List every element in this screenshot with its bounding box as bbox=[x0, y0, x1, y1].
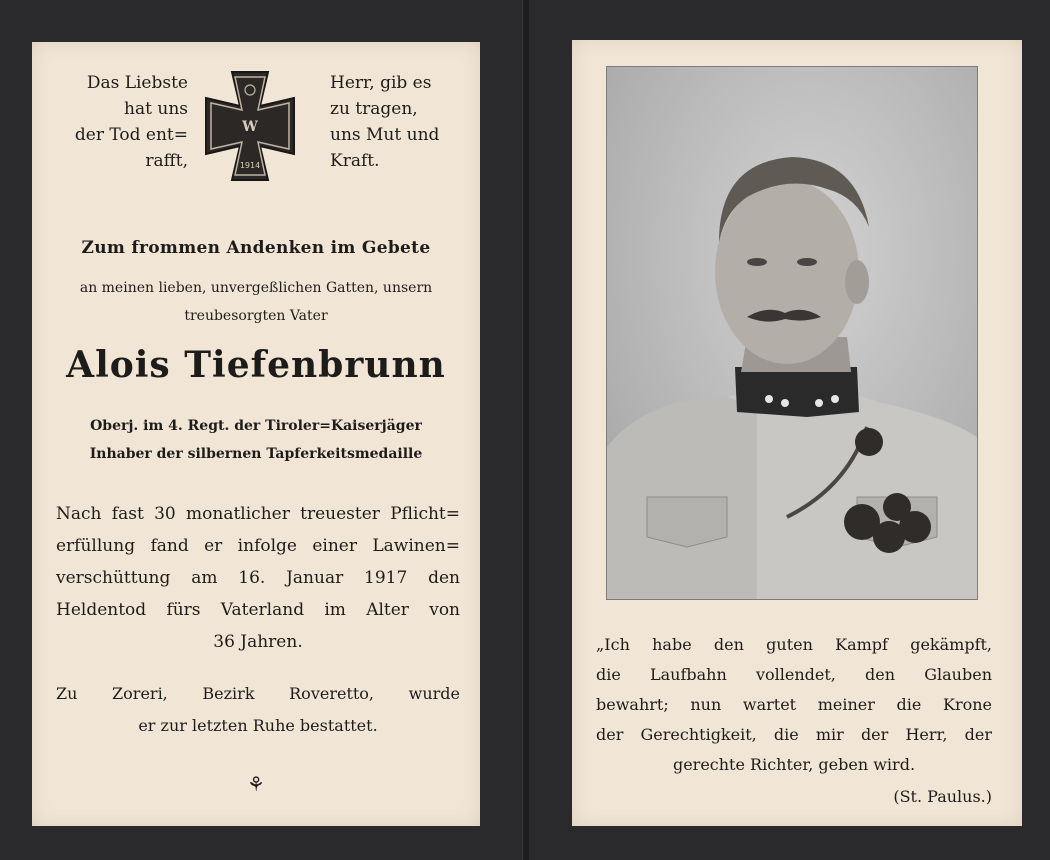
svg-text:W: W bbox=[242, 119, 258, 135]
memorial-heading: Zum frommen Andenken im Gebete bbox=[81, 238, 431, 258]
obituary-line: 36 Jahren. bbox=[213, 632, 303, 652]
dedication-line: an meinen lieben, unvergeßlichen Gatten, unsern bbox=[79, 280, 433, 296]
portrait-card bbox=[572, 40, 1022, 826]
svg-text:1914: 1914 bbox=[239, 161, 261, 170]
quote-line: bewahrt; nun wartet meiner die Krone bbox=[596, 695, 992, 714]
quote-line: die Laufbahn vollendet, den Glauben bbox=[596, 665, 992, 684]
obituary-line: erfüllung fand er infolge einer Lawinen= bbox=[56, 536, 460, 556]
burial-line: Zu Zoreri, Bezirk Roveretto, wurde bbox=[56, 684, 460, 703]
soldier-portrait-photo bbox=[606, 66, 978, 600]
scripture-quote bbox=[596, 630, 992, 780]
verse-right-line: Kraft. bbox=[330, 151, 380, 171]
obituary-text bbox=[56, 498, 460, 658]
dedication-line: treubesorgten Vater bbox=[184, 308, 328, 324]
burial-text bbox=[56, 678, 460, 742]
quote-line: der Gerechtigkeit, die mir der Herr, der bbox=[596, 725, 992, 744]
quote-line: „Ich habe den guten Kampf gekämpft, bbox=[596, 635, 992, 654]
quote-line: gerechte Richter, geben wird. bbox=[672, 755, 916, 774]
verse-left bbox=[48, 70, 188, 174]
memorial-text-card bbox=[32, 42, 480, 826]
obituary-line: verschüttung am 16. Januar 1917 den bbox=[56, 568, 460, 588]
verse-left-line: Das Liebste bbox=[86, 73, 188, 93]
deceased-name: Alois Tiefenbrunn bbox=[66, 344, 446, 386]
obituary-line: Nach fast 30 monatlicher treuester Pflicht= bbox=[56, 504, 460, 524]
rank-line: Oberj. im 4. Regt. der Tiroler=Kaiserjäger bbox=[90, 418, 422, 434]
verse-left-line: der Tod ent= bbox=[74, 125, 188, 145]
verse-right-line: Herr, gib es bbox=[330, 73, 432, 93]
ornament-icon: ⚘ bbox=[247, 772, 265, 796]
verse-left-line: rafft, bbox=[145, 151, 188, 171]
award-line: Inhaber der silbernen Tapferkeitsmedaille bbox=[89, 446, 423, 462]
obituary-line: Heldentod fürs Vaterland im Alter von bbox=[56, 600, 460, 620]
verse-right bbox=[330, 70, 470, 174]
verse-left-line: hat uns bbox=[124, 99, 188, 119]
card-fold bbox=[522, 0, 529, 860]
verse-right-line: zu tragen, bbox=[330, 99, 418, 119]
verse-right-line: uns Mut und bbox=[330, 125, 440, 145]
quote-attribution: (St. Paulus.) bbox=[893, 787, 992, 806]
iron-cross-icon bbox=[202, 68, 298, 184]
burial-line: er zur letzten Ruhe bestattet. bbox=[138, 716, 378, 735]
